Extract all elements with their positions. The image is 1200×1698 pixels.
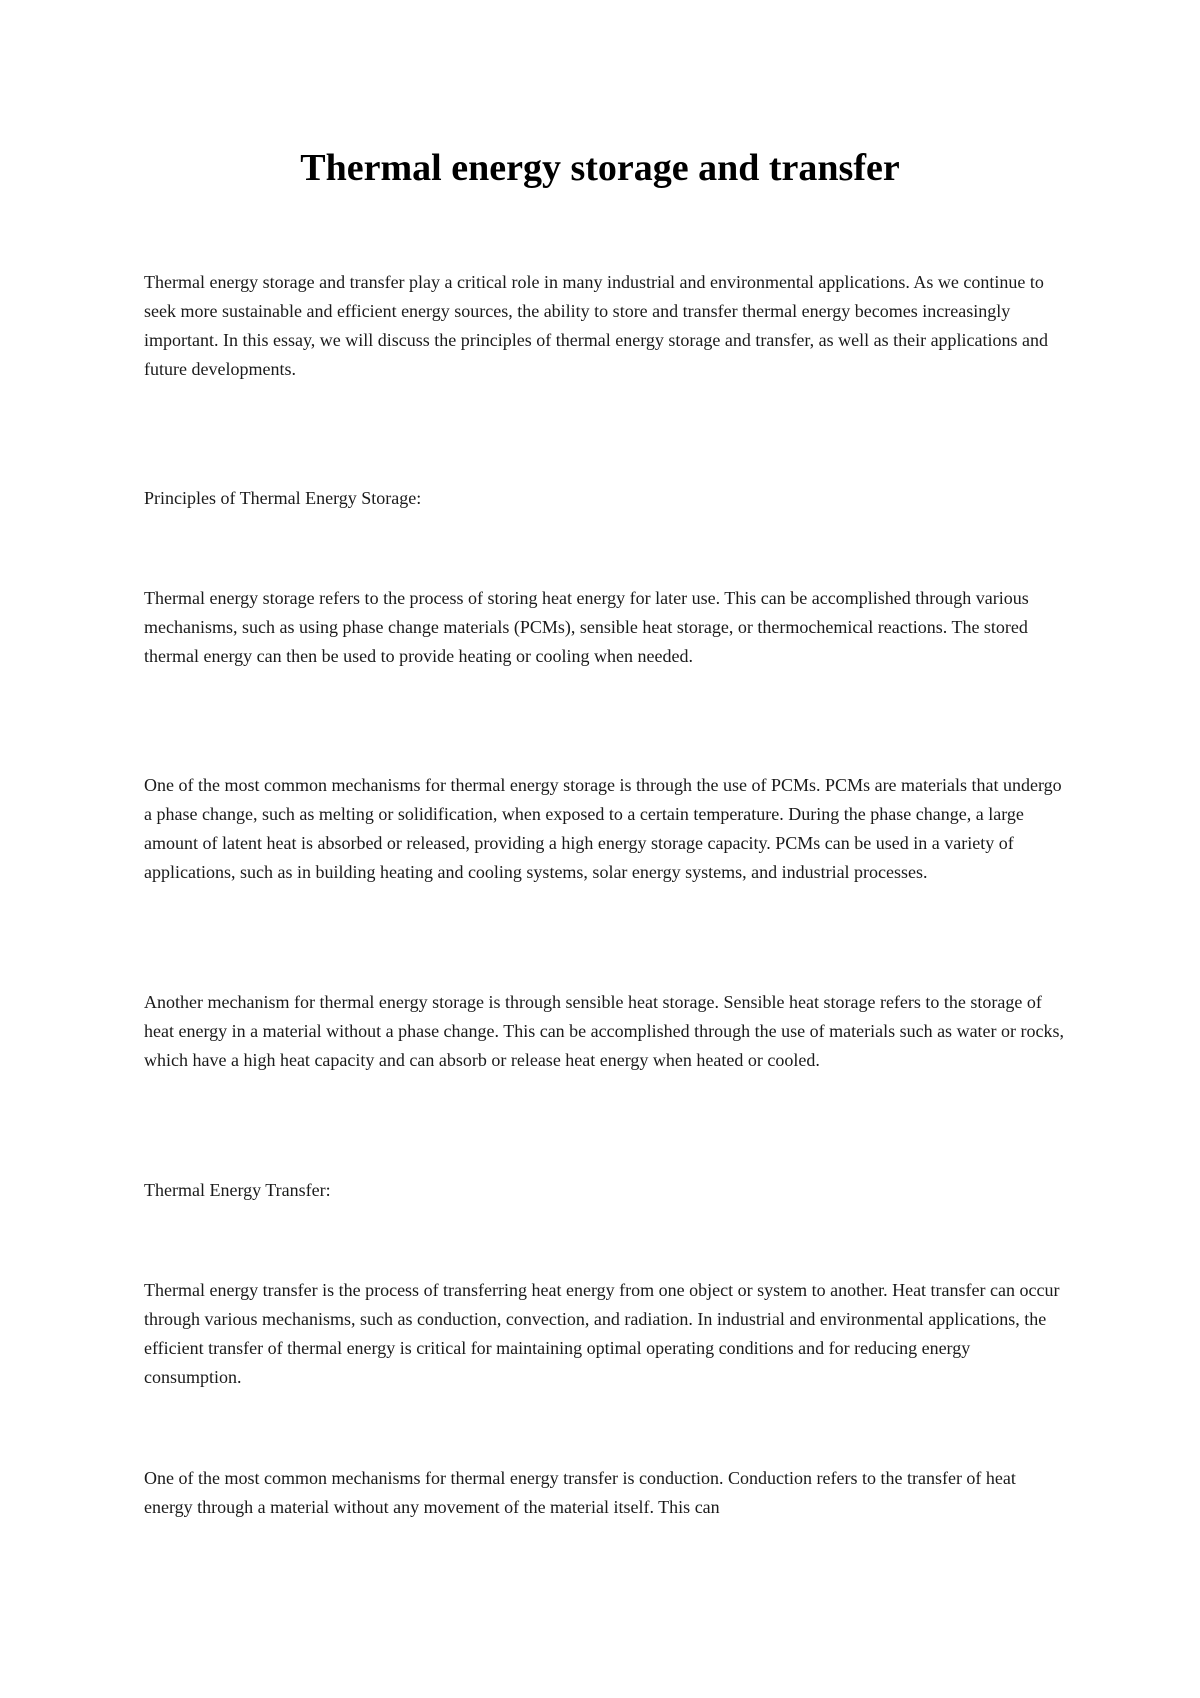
paragraph-introduction: Thermal energy storage and transfer play a critical role in many industrial and environmental applications. As we continue to seek more sustainable and efficient energy sources, the ability to store and transfer thermal energy becomes increasingly important. In this essay, we will discuss the principles of thermal energy storage and transfer, as well as their applications and future developments. [144, 272, 1049, 379]
paragraph-pcm-storage: One of the most common mechanisms for thermal energy storage is through the use of PCMs. PCMs are materials that undergo a phase change, such as melting or solidification, when exposed to a certain temperature. During the phase change, a large amount of latent heat is absorbed or released, providing a high energy storage capacity. PCMs can be used in a variety of applications, such as in building heating and cooling systems, solar energy systems, and industrial processes. [144, 775, 1062, 882]
paragraph-transfer-definition: Thermal energy transfer is the process of transferring heat energy from one object or system to another. Heat transfer can occur through various mechanisms, such as conduction, convection, and radiation. In industrial and environmental applications, the efficient transfer of thermal energy is critical for maintaining optimal operating conditions and for reducing energy consumption. [144, 1280, 1060, 1387]
heading-thermal-energy-transfer: Thermal Energy Transfer: [144, 1180, 331, 1200]
paragraph-sensible-heat-storage: Another mechanism for thermal energy storage is through sensible heat storage. Sensible heat storage refers to the storage of heat energy in a material without a phase change. This can be accomplished through the use of materials such as water or rocks, which have a high heat capacity and can absorb or release heat energy when heated or cooled. [144, 992, 1065, 1070]
paragraph-conduction: One of the most common mechanisms for thermal energy transfer is conduction. Conduction refers to the transfer of heat energy through a material without any movement of the material itself. This can [144, 1468, 1016, 1517]
document-title: Thermal energy storage and transfer [300, 147, 900, 189]
heading-principles-thermal-energy-storage: Principles of Thermal Energy Storage: [144, 488, 422, 508]
paragraph-storage-definition: Thermal energy storage refers to the process of storing heat energy for later use. This can be accomplished through various mechanisms, such as using phase change materials (PCMs), sensible heat storage, or thermochemical reactions. The stored thermal energy can then be used to provide heating or cooling when needed. [144, 588, 1029, 666]
